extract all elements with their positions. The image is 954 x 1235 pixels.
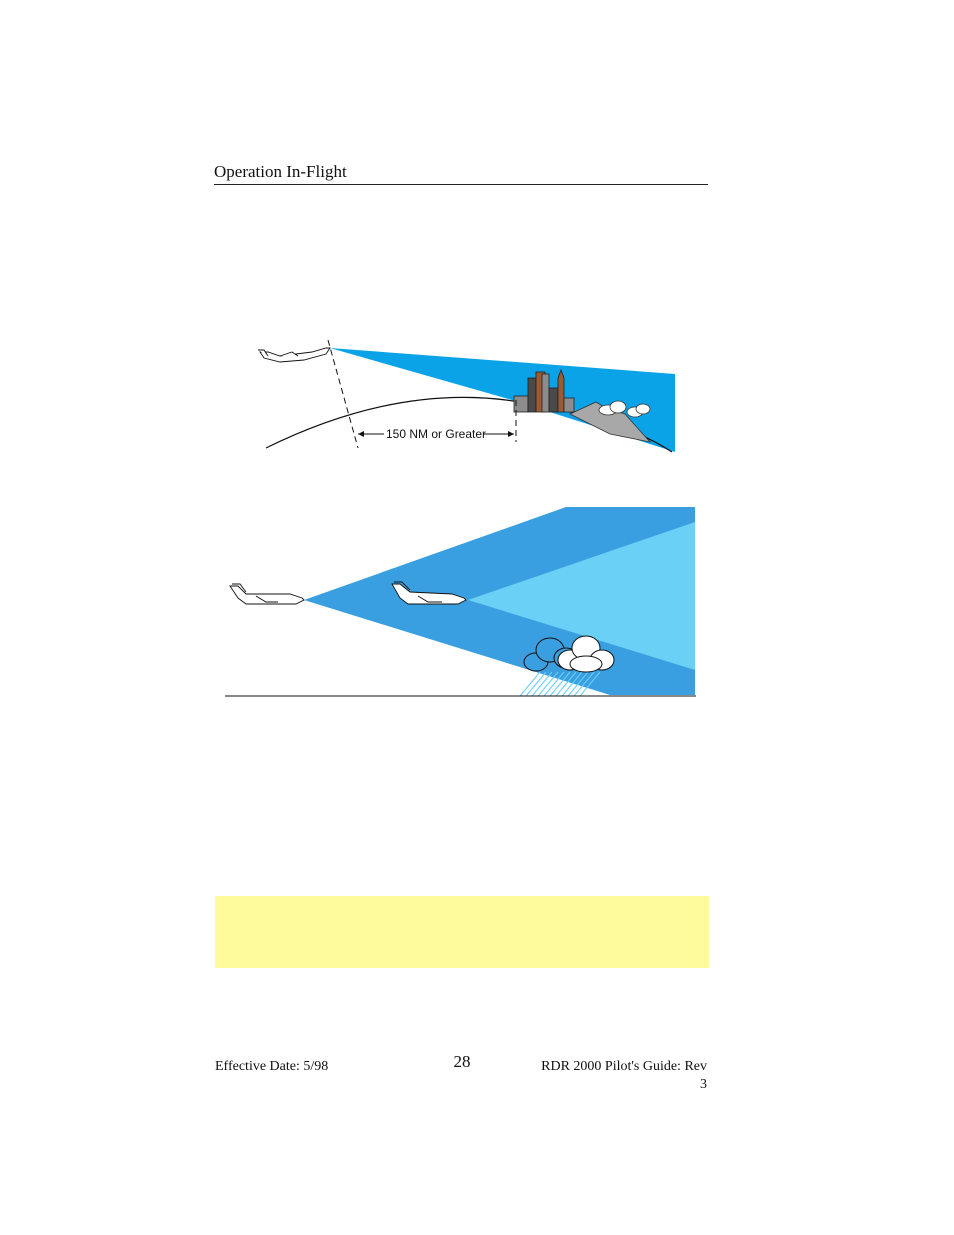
dashed-altitude-line bbox=[328, 340, 358, 448]
aircraft-icon bbox=[230, 584, 304, 604]
guide-title: RDR 2000 Pilot's Guide: Rev 3 bbox=[541, 1059, 707, 1092]
effective-date: Effective Date: 5/98 bbox=[215, 1059, 329, 1074]
page-number: 28 bbox=[453, 1052, 471, 1071]
section-title: Operation In-Flight bbox=[214, 162, 347, 181]
figure-ground-mapping bbox=[250, 330, 680, 455]
figure-weather-beam bbox=[220, 500, 700, 700]
section-header bbox=[214, 162, 708, 185]
note-box bbox=[215, 896, 709, 968]
aircraft-icon bbox=[258, 348, 330, 362]
range-label: 150 NM or Greater bbox=[386, 427, 487, 441]
